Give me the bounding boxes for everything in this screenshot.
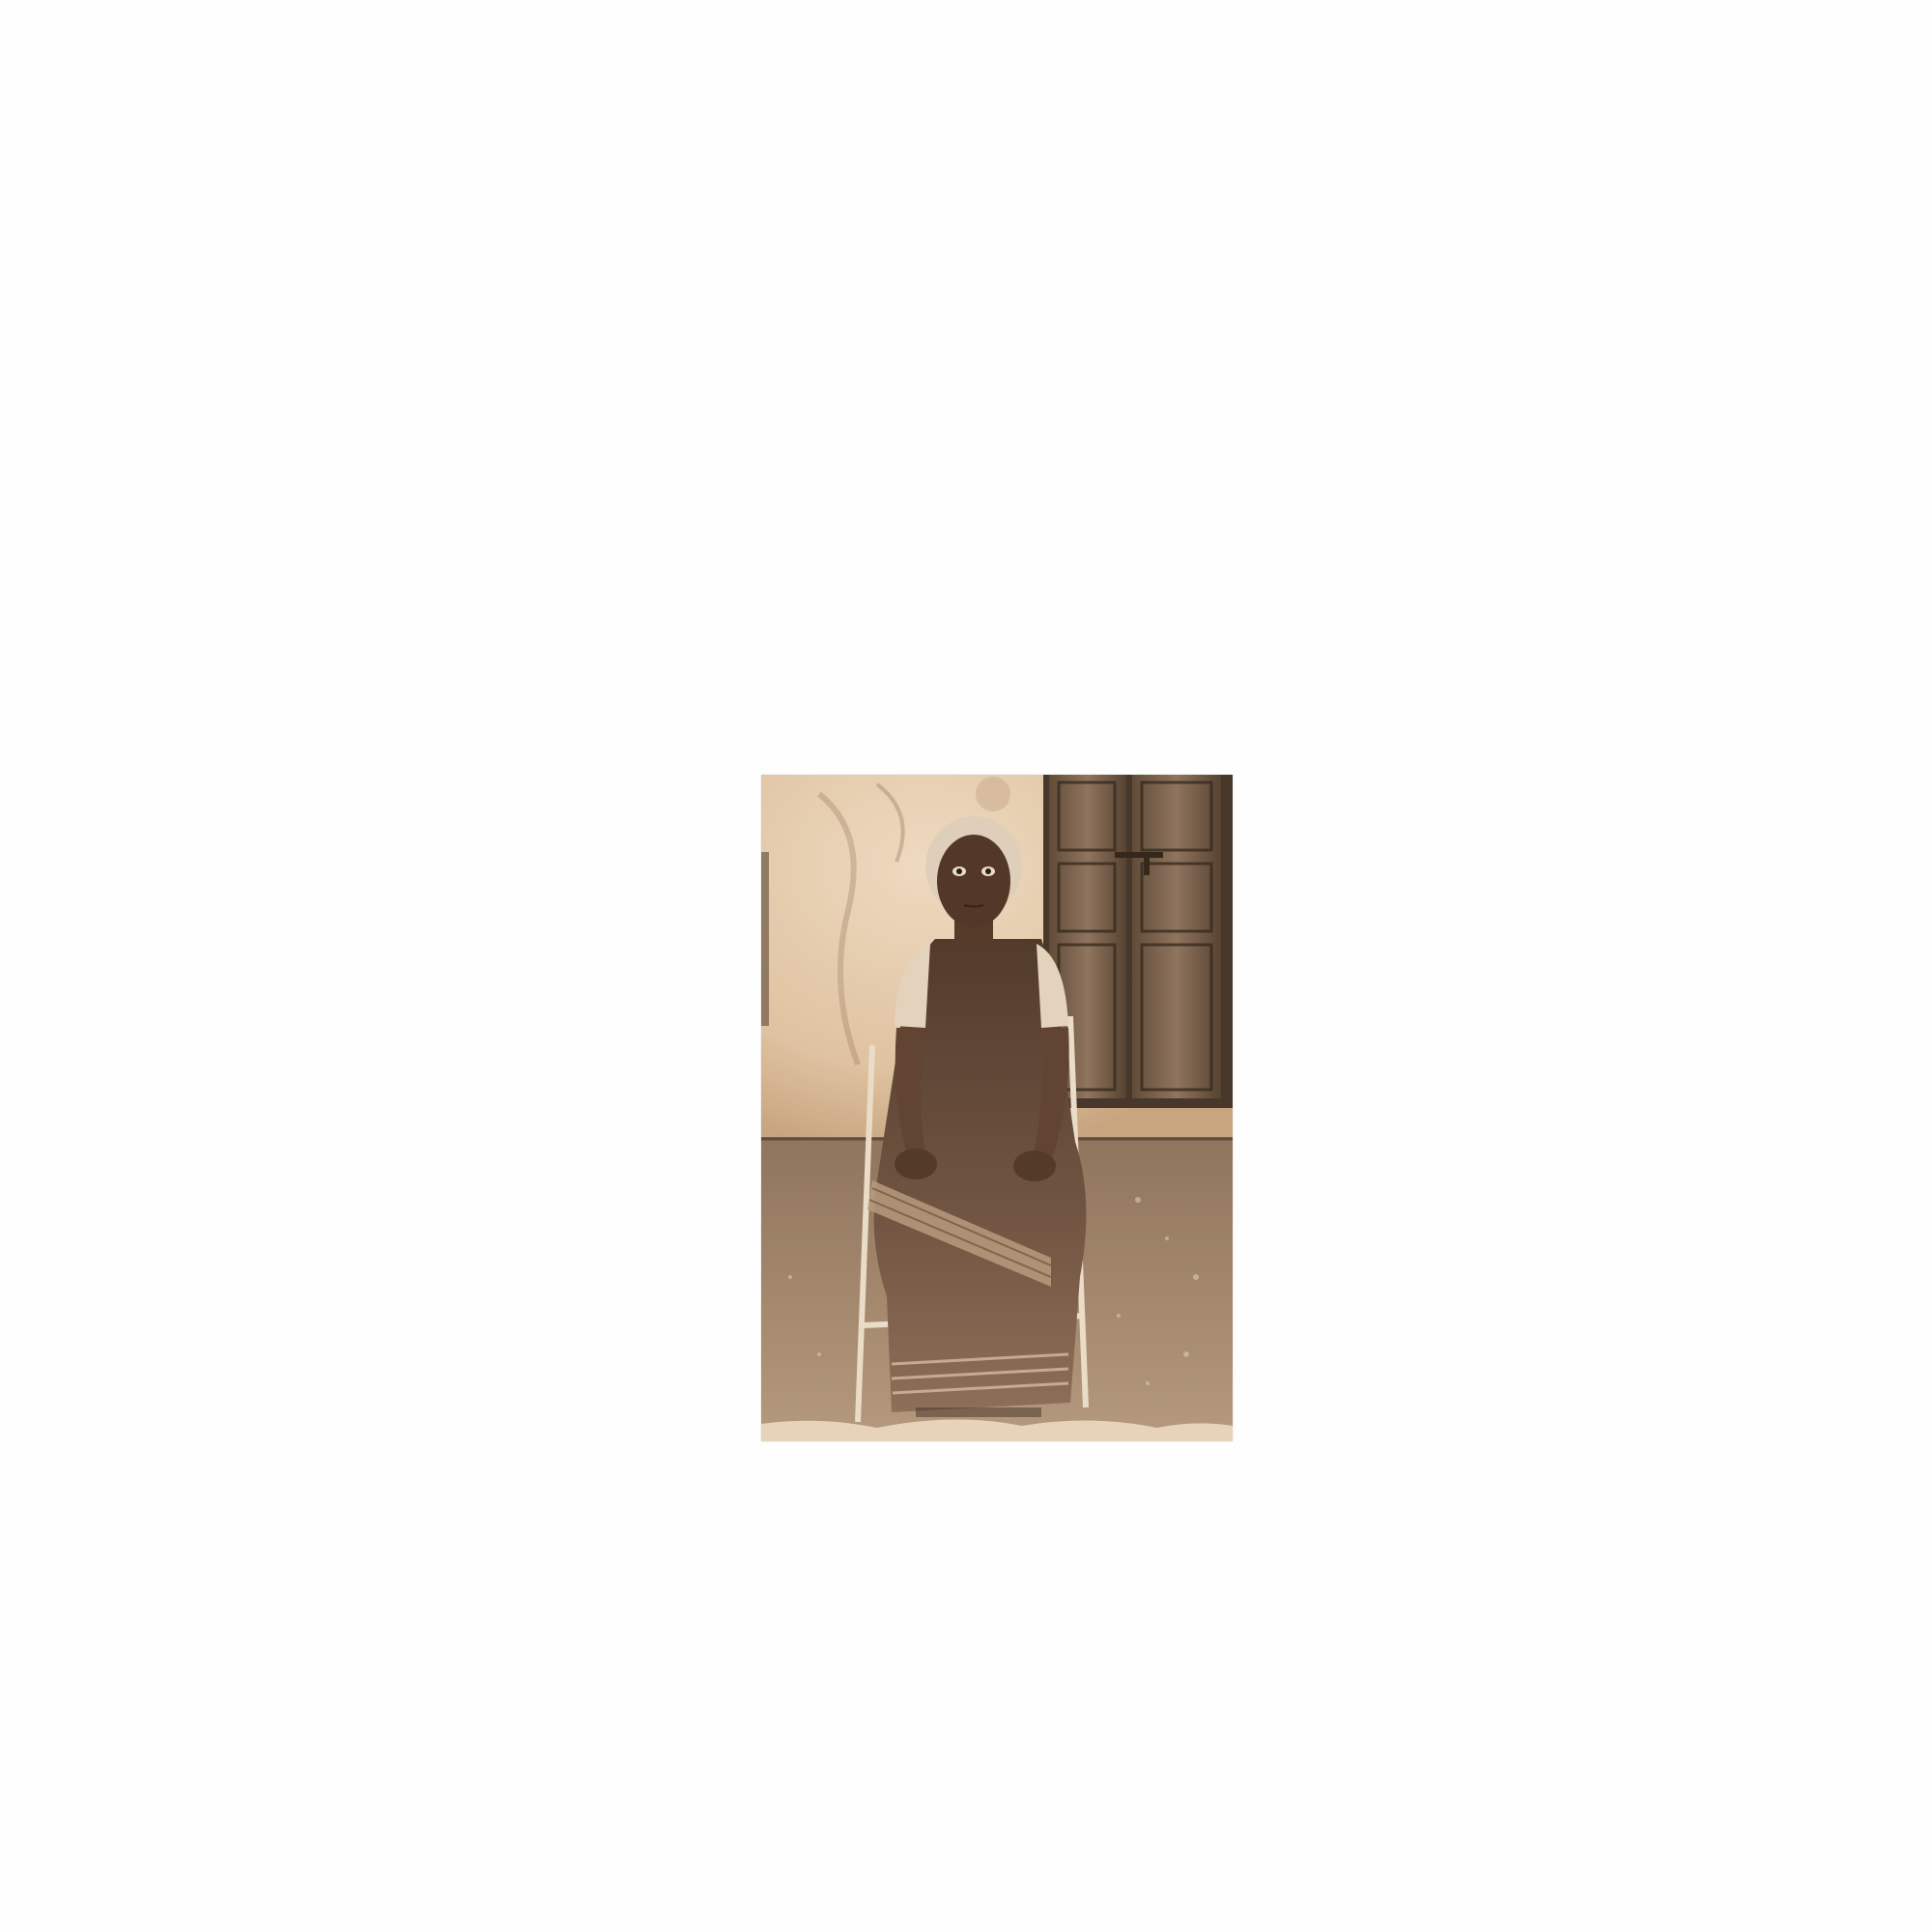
sepia-photograph — [761, 775, 1233, 1441]
